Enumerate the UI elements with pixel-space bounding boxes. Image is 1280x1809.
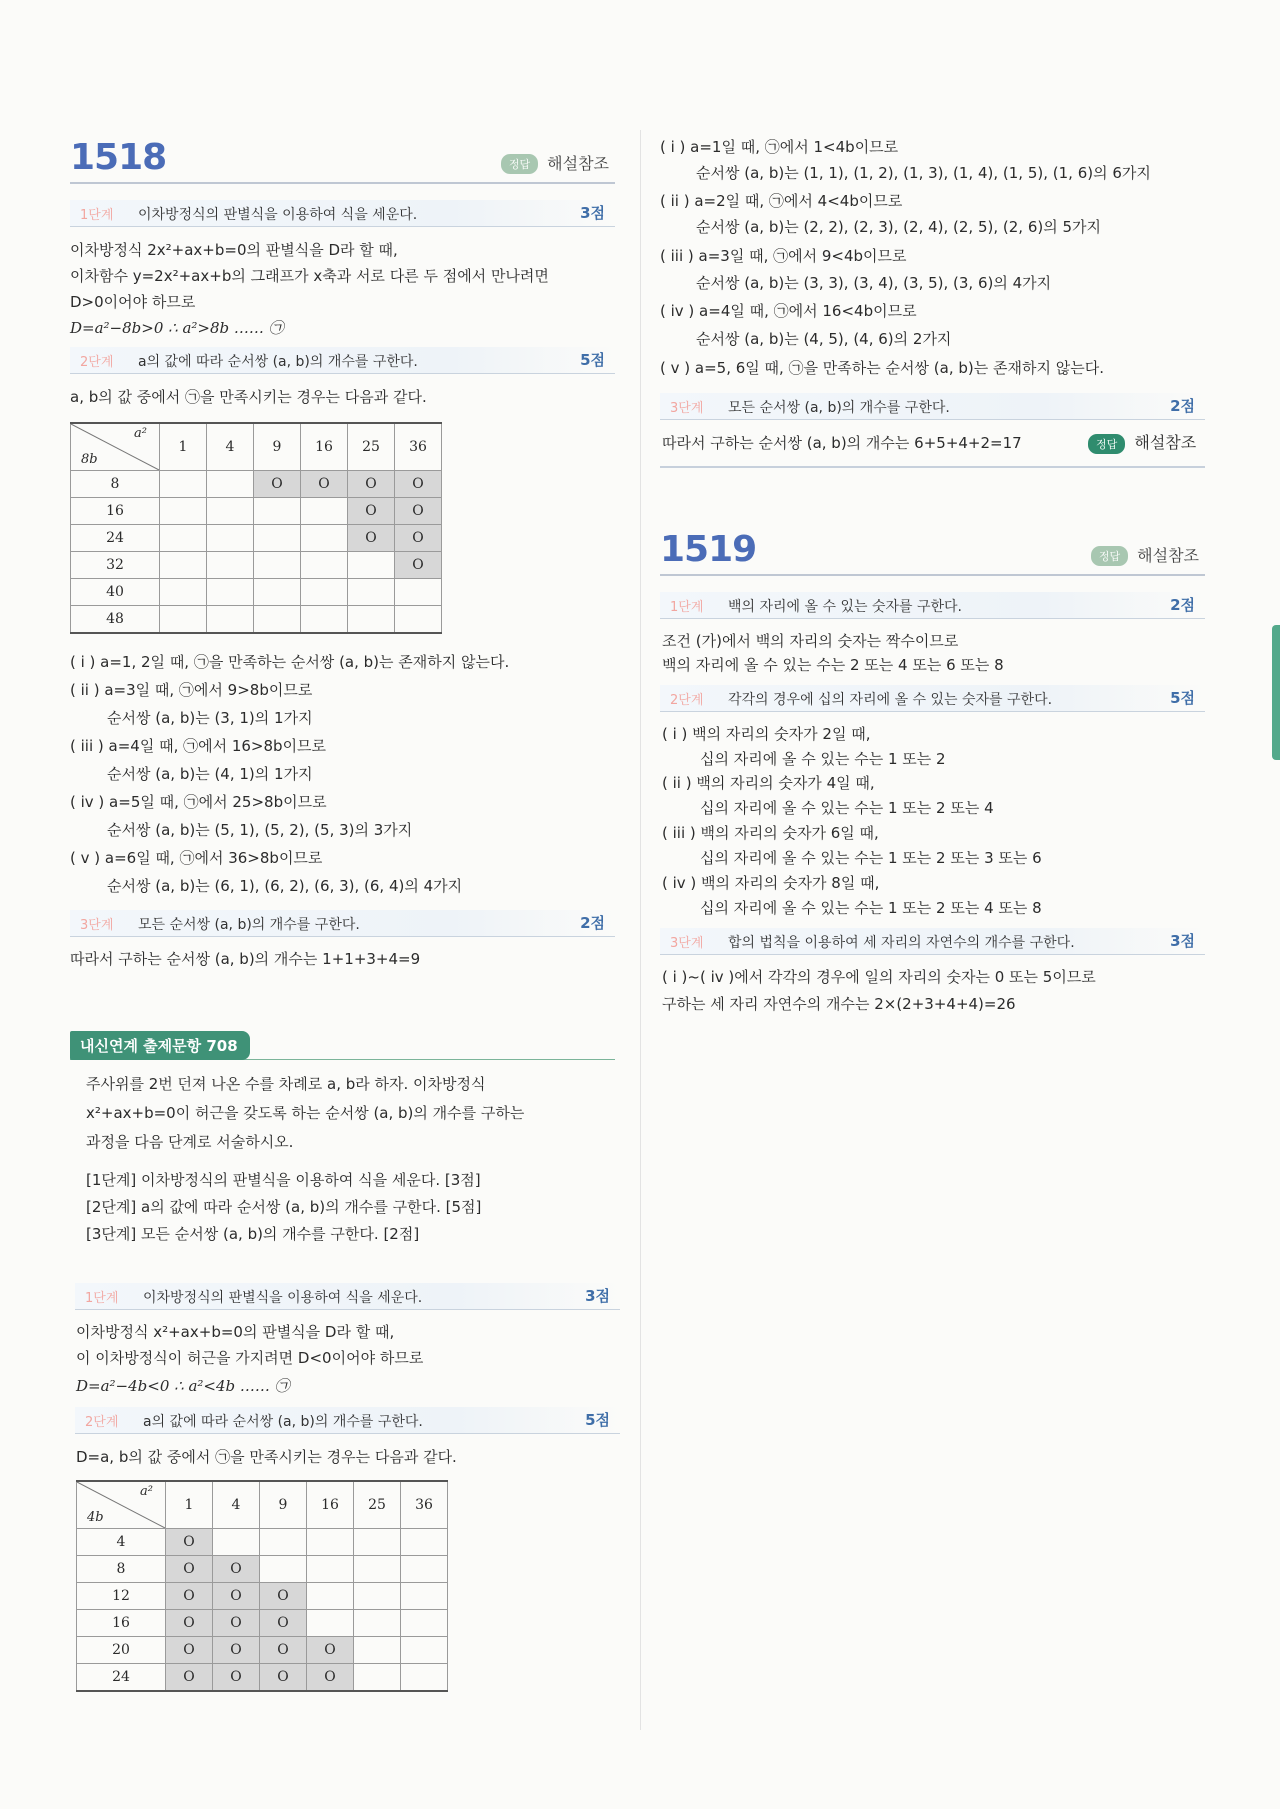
table-row <box>71 498 442 525</box>
col-head-label: a² <box>134 426 147 441</box>
table-cell: O <box>166 1583 213 1610</box>
table-cell: O <box>213 1583 260 1610</box>
row-header: 24 <box>77 1664 166 1692</box>
table-row <box>71 525 442 552</box>
table-cell <box>301 552 348 579</box>
table-cell: O <box>348 471 395 498</box>
table-cell <box>213 1529 260 1556</box>
row-header: 20 <box>77 1637 166 1664</box>
table-cell <box>207 606 254 634</box>
case-line: 순서쌍 (a, b)는 (4, 1)의 1가지 <box>107 765 313 783</box>
table-cell <box>395 579 442 606</box>
case-line: ( v ) a=6일 때, ㉠에서 36>8b이므로 <box>70 849 323 867</box>
step-tag: 1단계 <box>85 1291 119 1306</box>
table-cell <box>207 552 254 579</box>
table-cell <box>307 1583 354 1610</box>
column-header: 1 <box>166 1481 213 1529</box>
table-cell <box>254 606 301 634</box>
table-cell: O <box>166 1556 213 1583</box>
case-line: 순서쌍 (a, b)는 (5, 1), (5, 2), (5, 3)의 3가지 <box>107 821 413 839</box>
table-cell: O <box>395 471 442 498</box>
table-cell: O <box>260 1583 307 1610</box>
text-line: a, b의 값 중에서 ㉠을 만족시키는 경우는 다음과 같다. <box>70 388 427 406</box>
row-header: 8 <box>77 1556 166 1583</box>
step-points: 3점 <box>585 1287 610 1305</box>
table-cell <box>160 552 207 579</box>
row-header: 48 <box>71 606 160 634</box>
step-title: a의 값에 따라 순서쌍 (a, b)의 개수를 구한다. <box>143 1414 423 1430</box>
table-cell: O <box>395 552 442 579</box>
table-cell: O <box>348 498 395 525</box>
answer-label <box>1091 543 1199 567</box>
table-cell: O <box>213 1664 260 1692</box>
table-cell: O <box>166 1664 213 1692</box>
table-cell <box>207 525 254 552</box>
table-cell <box>307 1610 354 1637</box>
case-line: 순서쌍 (a, b)는 (3, 3), (3, 4), (3, 5), (3, 6)의 4가지 <box>696 274 1052 292</box>
table-row <box>71 579 442 606</box>
row-header: 40 <box>71 579 160 606</box>
row-header: 16 <box>77 1610 166 1637</box>
section-rule <box>660 466 1205 468</box>
table-row <box>77 1610 448 1637</box>
table-cell <box>301 525 348 552</box>
text-line: D=a, b의 값 중에서 ㉠을 만족시키는 경우는 다음과 같다. <box>76 1448 457 1466</box>
table-cell <box>307 1529 354 1556</box>
column-header: 16 <box>307 1481 354 1529</box>
step-tag: 3단계 <box>80 918 114 933</box>
step-points: 5점 <box>580 351 605 369</box>
table-cell: O <box>213 1556 260 1583</box>
table-row <box>77 1637 448 1664</box>
table-row <box>71 552 442 579</box>
table-header-row <box>77 1481 448 1529</box>
case-line: ( v ) a=5, 6일 때, ㉠을 만족하는 순서쌍 (a, b)는 존재하지 않는다. <box>660 359 1104 377</box>
related-problem-banner <box>70 1031 615 1060</box>
case-line: ( iv ) a=4일 때, ㉠에서 16<4b이므로 <box>660 302 917 320</box>
table-cell <box>207 498 254 525</box>
table-cell <box>401 1583 448 1610</box>
question-step-line: [1단계] 이차방정식의 판별식을 이용하여 식을 세운다. [3점] <box>86 1171 481 1189</box>
table-cell <box>207 579 254 606</box>
row-header: 24 <box>71 525 160 552</box>
step-points: 5점 <box>585 1411 610 1429</box>
table-cell <box>354 1664 401 1692</box>
column-divider <box>640 130 641 1730</box>
problem-1518-header <box>70 130 615 184</box>
column-header: 4 <box>213 1481 260 1529</box>
answer-text: 해설참조 <box>1137 545 1199 565</box>
table-cell <box>254 525 301 552</box>
text-line: 이차방정식 2x²+ax+b=0의 판별식을 D라 할 때, <box>70 241 398 259</box>
step-title: 합의 법칙을 이용하여 세 자리의 자연수의 개수를 구한다. <box>728 935 1075 951</box>
table-row <box>71 471 442 498</box>
problem-1519-header <box>660 522 1205 576</box>
table-cell: O <box>395 525 442 552</box>
row-header: 32 <box>71 552 160 579</box>
table-row <box>77 1583 448 1610</box>
step-tag: 3단계 <box>670 936 704 951</box>
column-header: 16 <box>301 423 348 471</box>
step-title: 이차방정식의 판별식을 이용하여 식을 세운다. <box>143 1290 423 1306</box>
step-points: 2점 <box>1170 596 1195 614</box>
table-cell <box>401 1664 448 1692</box>
table-cell <box>160 498 207 525</box>
case-line: ( iii ) a=4일 때, ㉠에서 16>8b이므로 <box>70 737 327 755</box>
table-cell <box>301 579 348 606</box>
step-tag: 2단계 <box>80 355 114 370</box>
table-cell <box>301 498 348 525</box>
step-2-banner <box>75 1407 620 1434</box>
table-cell: O <box>166 1529 213 1556</box>
equation-line: D=a²−8b>0 ∴ a²>8b …… ㉠ <box>70 319 284 337</box>
case-line: 순서쌍 (a, b)는 (3, 1)의 1가지 <box>107 709 313 727</box>
problem-number: 1519 <box>660 529 757 570</box>
column-header: 4 <box>207 423 254 471</box>
step-points: 3점 <box>1170 932 1195 950</box>
table-cell <box>401 1637 448 1664</box>
step-3-banner <box>660 928 1205 955</box>
table-cell <box>401 1529 448 1556</box>
diagonal-header-cell <box>77 1481 166 1529</box>
column-header: 9 <box>254 423 301 471</box>
table-cell <box>348 552 395 579</box>
answer-label <box>501 151 609 175</box>
table-row <box>71 606 442 634</box>
case-line: 순서쌍 (a, b)는 (4, 5), (4, 6)의 2가지 <box>696 330 952 348</box>
column-header: 25 <box>348 423 395 471</box>
case-line: ( iv ) 백의 자리의 숫자가 8일 때, <box>662 874 880 892</box>
table-cell: O <box>213 1610 260 1637</box>
answer-text: 해설참조 <box>1134 433 1197 452</box>
row-header: 16 <box>71 498 160 525</box>
question-line: x²+ax+b=0이 허근을 갖도록 하는 순서쌍 (a, b)의 개수를 구하는 <box>86 1104 525 1122</box>
step-points: 2점 <box>580 914 605 932</box>
table-cell: O <box>166 1610 213 1637</box>
table-cell <box>401 1556 448 1583</box>
case-line: ( ii ) a=2일 때, ㉠에서 4<4b이므로 <box>660 192 903 210</box>
text-line: 이차방정식 x²+ax+b=0의 판별식을 D라 할 때, <box>76 1323 395 1341</box>
question-step-line: [2단계] a의 값에 따라 순서쌍 (a, b)의 개수를 구한다. [5점] <box>86 1198 482 1216</box>
case-line: 순서쌍 (a, b)는 (1, 1), (1, 2), (1, 3), (1, 4), (1, 5), (1, 6)의 6가지 <box>696 164 1151 182</box>
column-header: 36 <box>401 1481 448 1529</box>
table-cell <box>348 606 395 634</box>
step-3-banner <box>70 910 615 937</box>
table-cell <box>260 1529 307 1556</box>
step-1-banner <box>75 1283 620 1310</box>
text-line: D>0이어야 하므로 <box>70 293 196 311</box>
table-cell: O <box>254 471 301 498</box>
text-line: 구하는 세 자리 자연수의 개수는 2×(2+3+4+4)=26 <box>662 995 1016 1013</box>
column-header: 36 <box>395 423 442 471</box>
column-header: 9 <box>260 1481 307 1529</box>
step-tag: 3단계 <box>670 401 704 416</box>
table-cell: O <box>166 1637 213 1664</box>
table-cell: O <box>260 1610 307 1637</box>
table-cell: O <box>348 525 395 552</box>
row-head-label: 4b <box>87 1510 104 1525</box>
row-head-label: 8b <box>81 452 98 467</box>
table-cell <box>301 606 348 634</box>
text-line: 따라서 구하는 순서쌍 (a, b)의 개수는 6+5+4+2=17 <box>662 434 1022 452</box>
equation-line: D=a²−4b<0 ∴ a²<4b …… ㉠ <box>76 1377 290 1395</box>
diagonal-header-cell <box>71 423 160 471</box>
text-line: 이차함수 y=2x²+ax+b의 그래프가 x축과 서로 다른 두 점에서 만나려면 <box>70 267 549 285</box>
step-tag: 1단계 <box>80 208 114 223</box>
case-line: 순서쌍 (a, b)는 (6, 1), (6, 2), (6, 3), (6, 4)의 4가지 <box>107 877 463 895</box>
answer-tag: 정답 <box>501 154 538 174</box>
question-line: 주사위를 2번 던져 나온 수를 차례로 a, b라 하자. 이차방정식 <box>86 1075 486 1093</box>
case-line: ( iii ) a=3일 때, ㉠에서 9<4b이므로 <box>660 247 907 265</box>
table-cell <box>401 1610 448 1637</box>
condition-table <box>76 1480 448 1692</box>
table-cell: O <box>301 471 348 498</box>
table-header-row <box>71 423 442 471</box>
text-line: 따라서 구하는 순서쌍 (a, b)의 개수는 1+1+3+4=9 <box>70 950 421 968</box>
case-line: ( i ) a=1일 때, ㉠에서 1<4b이므로 <box>660 138 899 156</box>
table-cell <box>207 471 254 498</box>
table-row <box>77 1556 448 1583</box>
case-line: 십의 자리에 올 수 있는 수는 1 또는 2 또는 4 또는 8 <box>700 899 1042 917</box>
step-1-banner <box>660 592 1205 619</box>
step-2-banner <box>70 347 615 374</box>
step-title: 모든 순서쌍 (a, b)의 개수를 구한다. <box>728 400 950 416</box>
text-line: ( i )~( iv )에서 각각의 경우에 일의 자리의 숫자는 0 또는 5이므로 <box>662 968 1096 986</box>
case-line: ( iii ) 백의 자리의 숫자가 6일 때, <box>662 824 879 842</box>
case-line: ( iv ) a=5일 때, ㉠에서 25>8b이므로 <box>70 793 327 811</box>
table-cell <box>254 579 301 606</box>
step-title: 이차방정식의 판별식을 이용하여 식을 세운다. <box>138 207 418 223</box>
table-cell <box>254 498 301 525</box>
case-line: ( i ) 백의 자리의 숫자가 2일 때, <box>662 725 871 743</box>
case-line: 십의 자리에 올 수 있는 수는 1 또는 2 또는 3 또는 6 <box>700 849 1042 867</box>
table-cell <box>254 552 301 579</box>
table-cell <box>354 1583 401 1610</box>
text-line: 이 이차방정식이 허근을 가지려면 D<0이어야 하므로 <box>76 1349 424 1367</box>
related-problem-badge: 내신연계 출제문항 708 <box>70 1031 250 1060</box>
case-line: ( i ) a=1, 2일 때, ㉠을 만족하는 순서쌍 (a, b)는 존재하지 않는다. <box>70 653 510 671</box>
step-points: 2점 <box>1170 397 1195 415</box>
step-2-banner <box>660 685 1205 712</box>
column-header: 1 <box>160 423 207 471</box>
text-line: 백의 자리에 올 수 있는 수는 2 또는 4 또는 6 또는 8 <box>662 656 1004 674</box>
step-tag: 2단계 <box>670 693 704 708</box>
table-cell <box>395 606 442 634</box>
table-cell <box>354 1610 401 1637</box>
case-line: ( ii ) a=3일 때, ㉠에서 9>8b이므로 <box>70 681 313 699</box>
table-cell: O <box>213 1637 260 1664</box>
question-line: 과정을 다음 단계로 서술하시오. <box>86 1133 294 1151</box>
table-cell: O <box>307 1637 354 1664</box>
step-title: 백의 자리에 올 수 있는 숫자를 구한다. <box>728 599 963 615</box>
table-cell <box>160 471 207 498</box>
table-cell <box>354 1637 401 1664</box>
step-1-banner <box>70 200 615 227</box>
step-title: 각각의 경우에 십의 자리에 올 수 있는 숫자를 구한다. <box>728 692 1053 708</box>
column-header: 25 <box>354 1481 401 1529</box>
table-cell <box>160 579 207 606</box>
table-row <box>77 1664 448 1692</box>
question-step-line: [3단계] 모든 순서쌍 (a, b)의 개수를 구한다. [2점] <box>86 1225 420 1243</box>
answer-label <box>1088 430 1196 454</box>
table-cell <box>354 1529 401 1556</box>
case-line: ( ii ) 백의 자리의 숫자가 4일 때, <box>662 774 875 792</box>
condition-table <box>70 422 442 634</box>
page-edge-tab <box>1272 625 1280 760</box>
col-head-label: a² <box>140 1484 153 1499</box>
step-points: 3점 <box>580 204 605 222</box>
table-cell <box>160 606 207 634</box>
step-3-banner <box>660 393 1205 420</box>
problem-number: 1518 <box>70 137 167 178</box>
answer-text: 해설참조 <box>547 153 609 173</box>
step-title: 모든 순서쌍 (a, b)의 개수를 구한다. <box>138 917 360 933</box>
step-tag: 2단계 <box>85 1415 119 1430</box>
table-row <box>77 1529 448 1556</box>
table-cell: O <box>395 498 442 525</box>
step-title: a의 값에 따라 순서쌍 (a, b)의 개수를 구한다. <box>138 354 418 370</box>
table-cell <box>160 525 207 552</box>
table-cell <box>354 1556 401 1583</box>
step-tag: 1단계 <box>670 600 704 615</box>
step-points: 5점 <box>1170 689 1195 707</box>
row-header: 8 <box>71 471 160 498</box>
row-header: 12 <box>77 1583 166 1610</box>
answer-tag: 정답 <box>1088 434 1125 454</box>
table-cell: O <box>307 1664 354 1692</box>
table-cell <box>260 1556 307 1583</box>
case-line: 십의 자리에 올 수 있는 수는 1 또는 2 또는 4 <box>700 799 994 817</box>
table-cell: O <box>260 1664 307 1692</box>
text-line: 조건 (가)에서 백의 자리의 숫자는 짝수이므로 <box>662 632 959 650</box>
table-cell: O <box>260 1637 307 1664</box>
table-cell <box>348 579 395 606</box>
case-line: 순서쌍 (a, b)는 (2, 2), (2, 3), (2, 4), (2, 5), (2, 6)의 5가지 <box>696 218 1102 236</box>
case-line: 십의 자리에 올 수 있는 수는 1 또는 2 <box>700 750 946 768</box>
table-cell <box>307 1556 354 1583</box>
row-header: 4 <box>77 1529 166 1556</box>
answer-tag: 정답 <box>1091 546 1128 566</box>
